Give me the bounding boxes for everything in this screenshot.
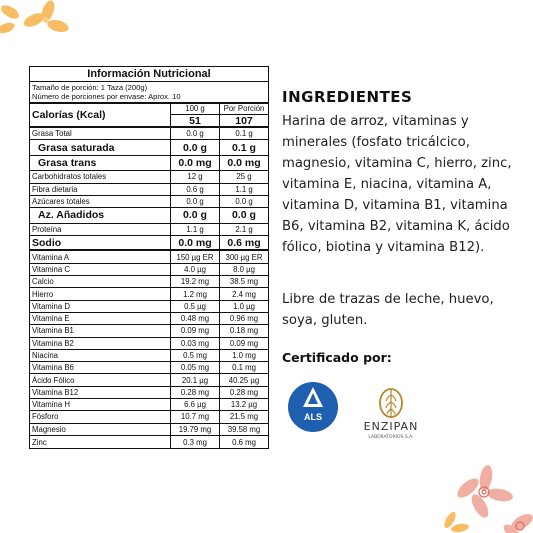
nutrient-value-100g: 0.3 mg — [170, 436, 219, 448]
nutrient-row — [30, 424, 268, 436]
nutrient-name: Vitamina B6 — [32, 363, 74, 373]
nutrient-row — [30, 301, 268, 313]
nutrient-row — [30, 171, 268, 183]
nutrient-value-per-serving: 0.1 g — [219, 128, 268, 139]
nutrient-name: Niacina — [32, 351, 59, 360]
nutrient-name: Magnesio — [32, 424, 66, 434]
nutrient-value-100g: 0.09 mg — [170, 325, 219, 336]
nutrient-name: Grasa trans — [38, 157, 97, 170]
nutrient-name: Vitamina A — [32, 252, 70, 262]
certification-title: Certificado por: — [282, 350, 392, 365]
als-logo-text: ALS — [304, 412, 322, 422]
nutrient-value-per-serving: 2.4 mg — [219, 288, 268, 299]
nutrient-row — [30, 387, 268, 399]
nutrient-value-100g: 1.2 mg — [170, 288, 219, 299]
nutrient-value-100g: 0.0 g — [170, 196, 219, 207]
nutrient-row — [30, 140, 268, 156]
nutrient-value-100g: 150 µg ER — [170, 251, 219, 262]
nutrient-value-per-serving: 13.2 µg — [219, 399, 268, 410]
nutrient-name: Carbohidratos totales — [32, 172, 107, 182]
nutrient-value-100g: 0.0 mg — [170, 236, 219, 250]
nutrient-name: Az. Añadidos — [38, 209, 105, 222]
nutrient-value-100g: 0.0 g — [170, 208, 219, 223]
nutrient-name: Vitamina B2 — [32, 338, 74, 348]
nutrient-value-100g: 4.0 µg — [170, 264, 219, 275]
calories-per-serving-value: 107 — [235, 115, 253, 127]
nutrient-value-per-serving: 300 µg ER — [219, 251, 268, 262]
nutrient-row — [30, 208, 268, 224]
nutrient-value-per-serving: 38.5 mg — [219, 276, 268, 287]
nutrient-value-100g: 0.5 mg — [170, 350, 219, 361]
enzipan-logo — [346, 383, 436, 443]
nutrient-value-per-serving: 0.1 mg — [219, 362, 268, 373]
nutrient-value-per-serving: 0.6 mg — [219, 436, 268, 448]
nutrient-name: Vitamina E — [32, 314, 70, 324]
allergen-free-text: Libre de trazas de leche, huevo, soya, gluten. — [282, 292, 494, 328]
nutrient-value-100g: 0.0 mg — [170, 156, 219, 171]
nutrient-row — [30, 128, 268, 140]
nutrient-row — [30, 338, 268, 350]
nutrient-name: Proteína — [32, 224, 62, 234]
nutrient-name: Fósforo — [32, 412, 59, 422]
nutrient-value-100g: 0.0 g — [170, 128, 219, 139]
nutrient-name: Vitamina B1 — [32, 326, 74, 336]
nutrient-name: Grasa saturada — [38, 141, 115, 154]
serving-info — [30, 82, 268, 104]
nutrient-value-per-serving: 39.58 mg — [219, 424, 268, 435]
nutrient-value-100g: 0.48 mg — [170, 313, 219, 324]
nutrient-name: Grasa Total — [32, 129, 72, 139]
nutrient-value-per-serving: 0.0 mg — [219, 156, 268, 171]
calories-label: Calorías (Kcal) — [32, 109, 106, 121]
nutrient-value-100g: 19.2 mg — [170, 276, 219, 287]
enzipan-logo-subtext: LABORATORIOS S.A. — [368, 435, 414, 440]
nutrient-value-per-serving: 0.6 mg — [219, 236, 268, 250]
nutrient-row — [30, 288, 268, 300]
nutrient-value-100g: 10.7 mg — [170, 411, 219, 422]
nutrient-value-per-serving: 1.1 g — [219, 184, 268, 195]
nutrient-value-100g: 0.03 mg — [170, 338, 219, 349]
calories-row — [30, 104, 268, 128]
nutrient-value-per-serving: 0.28 mg — [219, 387, 268, 398]
nutrient-row — [30, 313, 268, 325]
enzipan-logo-text: ENZIPAN — [363, 420, 419, 433]
nutrient-name: Azúcares totales — [32, 197, 90, 207]
nutrient-row — [30, 264, 268, 276]
nutrient-rows — [30, 128, 268, 448]
nutrient-value-100g: 0.28 mg — [170, 387, 219, 398]
ingredients-text: Harina de arroz, vitaminas y minerales (fosfato tricálcico, magnesio, vitamina C, hierro, zinc, vitamina E, niacina, vitamina A, vitamina D, vitamina B1, vitamina B6, vitamina B2, vitamina K, ácido fólico, biotina y vitamina B12). — [282, 114, 512, 255]
nutrient-value-100g: 6.6 µg — [170, 399, 219, 410]
nutrient-value-per-serving: 0.1 g — [219, 140, 268, 155]
nutrient-row — [30, 224, 268, 236]
nutrient-value-per-serving: 1.0 µg — [219, 301, 268, 312]
servings-per-container: Número de porciones por envase: Aprox. 10 — [32, 92, 181, 101]
nutrient-value-100g: 12 g — [170, 171, 219, 182]
calories-100g-value: 51 — [189, 115, 201, 127]
nutrient-row — [30, 251, 268, 263]
nutrient-value-100g: 19.79 mg — [170, 424, 219, 435]
nutrient-name: Vitamina D — [32, 301, 70, 311]
nutrient-name: Vitamina B12 — [32, 387, 79, 397]
ingredients-title: INGREDIENTES — [282, 88, 413, 106]
nutrient-value-per-serving: 0.09 mg — [219, 338, 268, 349]
nutrient-row — [30, 196, 268, 208]
als-logo — [286, 380, 340, 434]
nutrient-name: Hierro — [32, 289, 54, 299]
nutrient-name: Calcio — [32, 277, 54, 287]
nutrient-value-100g: 0.05 mg — [170, 362, 219, 373]
nutrient-value-100g: 20.1 µg — [170, 374, 219, 385]
nutrition-facts-table — [29, 66, 269, 449]
column-header-100g: 100 g — [171, 103, 219, 115]
nutrient-value-100g: 0.0 g — [170, 140, 219, 155]
nutrient-value-100g: 0.6 g — [170, 184, 219, 195]
nutrient-value-per-serving: 2.1 g — [219, 224, 268, 235]
nutrient-value-per-serving: 40.25 µg — [219, 374, 268, 385]
nutrient-name: Sodio — [32, 236, 62, 249]
nutrient-name: Ácido Fólico — [32, 375, 75, 385]
nutrient-row — [30, 374, 268, 386]
nutrient-value-per-serving: 25 g — [219, 171, 268, 182]
nutrient-row — [30, 350, 268, 362]
nutrient-value-per-serving: 0.0 g — [219, 196, 268, 207]
serving-size: Tamaño de porción: 1 Taza (200g) — [32, 83, 148, 92]
nutrient-row — [30, 399, 268, 411]
nutrient-value-per-serving: 8.0 µg — [219, 264, 268, 275]
nutrient-value-per-serving: 1.0 mg — [219, 350, 268, 361]
nutrient-name: Zinc — [32, 437, 47, 447]
nutrition-title: Información Nutricional — [30, 67, 268, 82]
nutrient-value-per-serving: 0.96 mg — [219, 313, 268, 324]
nutrient-value-per-serving: 0.18 mg — [219, 325, 268, 336]
column-header-per-serving: Por Porción — [220, 103, 268, 115]
nutrient-row — [30, 236, 268, 252]
nutrient-value-100g: 1.1 g — [170, 224, 219, 235]
nutrient-row — [30, 156, 268, 172]
decorative-flower-bottom-right-icon — [440, 460, 533, 533]
calories-100g — [170, 104, 219, 126]
nutrient-name: Fibra dietaria — [32, 184, 78, 194]
nutrient-value-100g: 0.5 µg — [170, 301, 219, 312]
nutrient-row — [30, 325, 268, 337]
decorative-flower-top-left-icon — [0, 0, 75, 38]
nutrient-row — [30, 276, 268, 288]
nutrient-name: Vitamina H — [32, 400, 70, 410]
nutrient-value-per-serving: 0.0 g — [219, 208, 268, 223]
nutrient-value-per-serving: 21.5 mg — [219, 411, 268, 422]
nutrient-name: Vitamina C — [32, 264, 70, 274]
nutrient-row — [30, 436, 268, 448]
calories-per-serving — [219, 104, 268, 126]
nutrient-row — [30, 184, 268, 196]
nutrient-row — [30, 411, 268, 423]
nutrient-row — [30, 362, 268, 374]
